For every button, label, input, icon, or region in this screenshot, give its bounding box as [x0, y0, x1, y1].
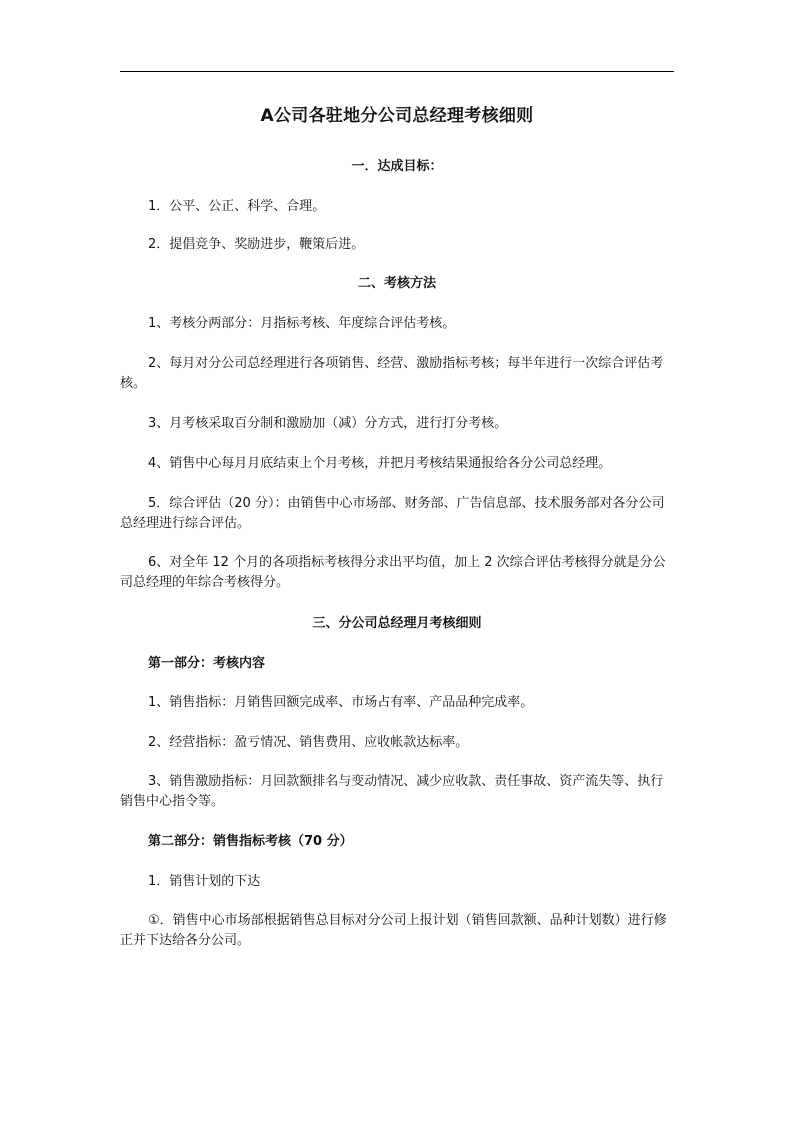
- paragraph: 1．公平、公正、科学、合理。: [148, 199, 326, 214]
- paragraph: 6、对全年 12 个月的各项指标考核得分求出平均值，加上 2 次综合评估考核得分就是分公司总经理的年综合考核得分。: [120, 555, 666, 590]
- paragraph: 3、月考核采取百分制和激励加（减）分方式，进行打分考核。: [148, 416, 508, 431]
- paragraph: 2、经营指标：盈亏情况、销售费用、应收帐款达标率。: [148, 735, 469, 750]
- header-rule: [120, 71, 674, 72]
- paragraph: 5．综合评估（20 分）：由销售中心市场部、财务部、广告信息部、技术服务部对各分公司总经理进行综合评估。: [120, 496, 665, 531]
- paragraph: 1、考核分两部分：月指标考核、年度综合评估考核。: [148, 316, 456, 331]
- document-title: A公司各驻地分公司总经理考核细则: [260, 106, 534, 126]
- paragraph: 1．销售计划的下达: [148, 874, 261, 889]
- section-heading-method: 二、考核方法: [357, 276, 436, 291]
- paragraph: 3、销售激励指标：月回款额排名与变动情况、减少应收款、责任事故、资产流失等、执行销售中心指令等。: [120, 774, 664, 809]
- section-heading-goals: 一．达成目标：: [351, 159, 443, 174]
- paragraph: 4、销售中心每月月底结束上个月考核，并把月考核结果通报给各分公司总经理。: [148, 456, 612, 471]
- section-heading-monthly: 三、分公司总经理月考核细则: [312, 616, 482, 631]
- document-page: [120, 0, 674, 1122]
- paragraph: 2、每月对分公司总经理进行各项销售、经营、激励指标考核；每半年进行一次综合评估考核。: [120, 356, 664, 391]
- paragraph: 1、销售指标：月销售回额完成率、市场占有率、产品品种完成率。: [148, 695, 534, 710]
- paragraph: ①．销售中心市场部根据销售总目标对分公司上报计划（销售回款额、品种计划数）进行修正并下达给各分公司。: [120, 913, 667, 948]
- part-title: 第一部分：考核内容: [148, 656, 266, 671]
- paragraph: 2．提倡竞争、奖励进步，鞭策后进。: [148, 237, 365, 252]
- part-title: 第二部分：销售指标考核（70 分）: [148, 834, 353, 849]
